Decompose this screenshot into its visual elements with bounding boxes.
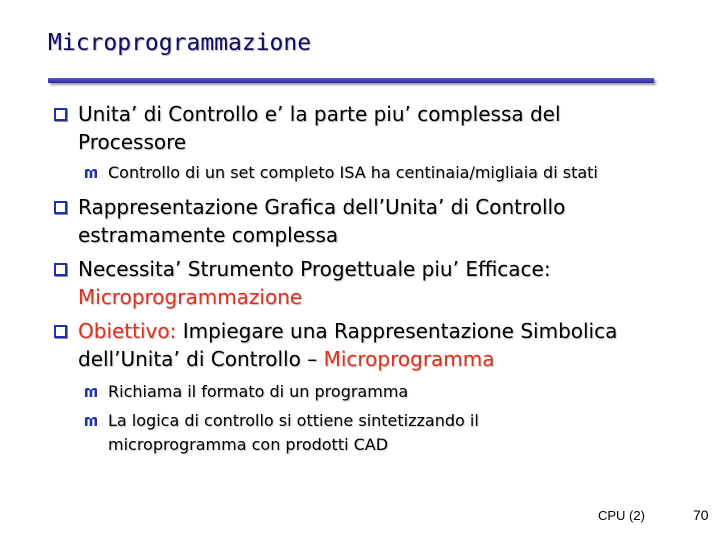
bullet-text-highlight: Microprogrammazione bbox=[78, 285, 303, 309]
bullet-text-highlight: Obiettivo: bbox=[78, 319, 177, 343]
sub-bullet-text: Richiama il formato di un programma bbox=[108, 382, 409, 401]
m-bullet-icon bbox=[84, 416, 98, 427]
bullet-text-continued: Processore bbox=[78, 130, 187, 154]
bullet-text: dell’Unita’ di Controllo – bbox=[78, 347, 324, 371]
sub-bullet-text: Controllo di un set completo ISA ha centinaia/migliaia di stati bbox=[108, 163, 598, 182]
bullet-text-line-continued bbox=[78, 347, 495, 371]
bullet-text-line bbox=[78, 319, 617, 343]
square-bullet-icon bbox=[54, 325, 67, 338]
bullet-text-continued: estramamente complessa bbox=[78, 223, 339, 247]
square-bullet-icon bbox=[54, 108, 67, 121]
footer-label: CPU (2) bbox=[598, 508, 645, 523]
m-bullet-icon bbox=[84, 387, 98, 398]
bullet-text-highlight: Microprogramma bbox=[323, 347, 495, 371]
bullet-text: Unita’ di Controllo e’ la parte piu’ complessa del bbox=[78, 102, 561, 126]
bullet-text: Impiegare una Rappresentazione Simbolica bbox=[176, 319, 618, 343]
slide-title: Microprogrammazione bbox=[48, 30, 312, 56]
title-underline bbox=[48, 78, 654, 83]
sub-bullet-text-continued: microprogramma con prodotti CAD bbox=[108, 435, 389, 454]
bullet-text: Necessita’ Strumento Progettuale piu’ Efficace: bbox=[78, 257, 551, 281]
square-bullet-icon bbox=[54, 201, 67, 214]
square-bullet-icon bbox=[54, 263, 67, 276]
bullet-text: Rappresentazione Grafica dell’Unita’ di Controllo bbox=[78, 195, 566, 219]
page-number: 70 bbox=[693, 507, 709, 523]
m-bullet-icon bbox=[84, 168, 98, 179]
sub-bullet-text: La logica di controllo si ottiene sintetizzando il bbox=[108, 411, 479, 430]
